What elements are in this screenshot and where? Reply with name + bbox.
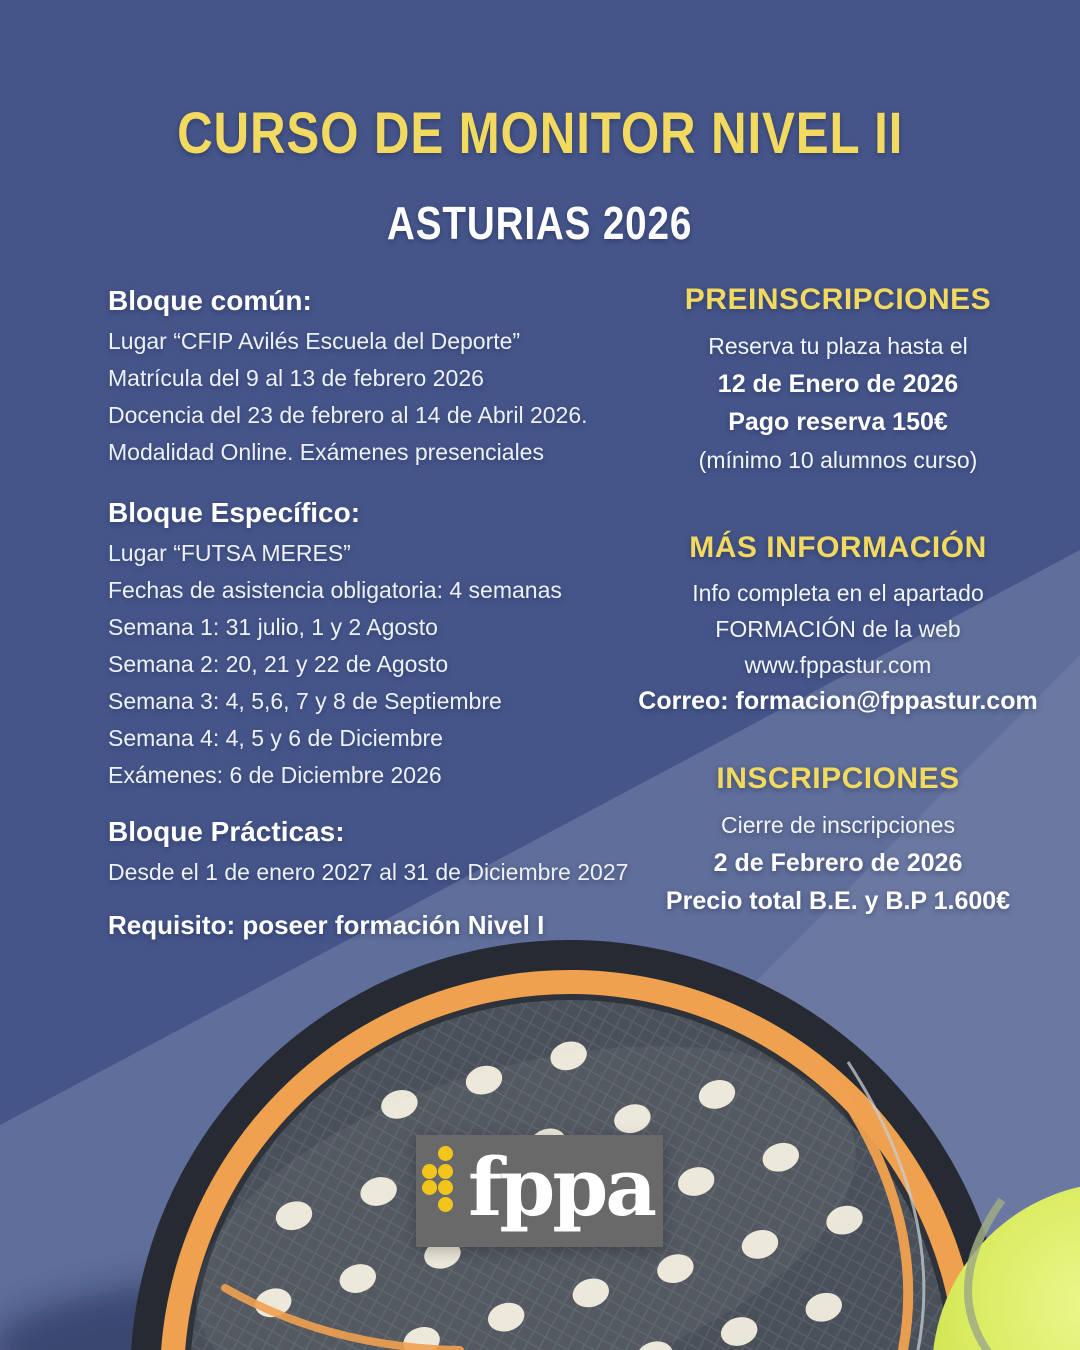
section-bloque-practicas [108,816,656,891]
mas-informacion-heading: MÁS INFORMACIÓN [689,531,987,564]
logo-dot [438,1197,453,1212]
preinscripciones-date: 12 de Enero de 2026 [717,370,959,398]
logo-dot [422,1180,437,1195]
detail-line: Modalidad Online. Exámenes presenciales [108,439,544,465]
preinscripciones-block [608,283,1068,479]
website-url: www.fppastur.com [744,652,932,678]
fppa-logo [416,1135,663,1247]
detail-line: Semana 1: 31 julio, 1 y 2 Agosto [108,614,438,640]
detail-line: Exámenes: 6 de Diciembre 2026 [108,762,442,788]
bloque-comun-heading: Bloque común: [108,285,312,316]
preinscripciones-heading: PREINSCRIPCIONES [684,283,992,316]
detail-line: Semana 2: 20, 21 y 22 de Agosto [108,651,449,677]
detail-line: Docencia del 23 de febrero al 14 de Abril 2026. [108,402,588,428]
detail-line: Fechas de asistencia obligatoria: 4 semanas [108,577,562,603]
section-bloque-comun [108,285,656,471]
logo-dot [438,1164,453,1179]
section-bloque-especifico [108,497,656,794]
detail-line: Semana 3: 4, 5,6, 7 y 8 de Septiembre [108,688,502,714]
poster-title: CURSO DE MONITOR NIVEL II [176,101,904,166]
inscripciones-price: Precio total B.E. y B.P 1.600€ [665,887,1011,915]
inscripciones-date: 2 de Febrero de 2026 [713,849,963,877]
mas-informacion-line: FORMACIÓN de la web [715,616,961,642]
bloque-practicas-heading: Bloque Prácticas: [108,816,345,847]
detail-line: Semana 4: 4, 5 y 6 de Diciembre [108,725,443,751]
inscripciones-heading: INSCRIPCIONES [716,762,960,795]
mas-informacion-block [608,531,1068,719]
detail-line: Lugar “FUTSA MERES” [108,540,351,566]
logo-wordmark: fppa [468,1140,655,1234]
poster-subtitle: ASTURIAS 2026 [387,197,693,249]
inscripciones-line: Cierre de inscripciones [721,812,955,838]
preinscripciones-line: Reserva tu plaza hasta el [708,333,968,359]
inscripciones-block [608,762,1068,920]
detail-line: Lugar “CFIP Avilés Escuela del Deporte” [108,328,521,354]
requisito-line: Requisito: poseer formación Nivel I [108,910,545,940]
course-details-column [108,285,656,944]
logo-dot [438,1180,453,1195]
contact-email: Correo: formacion@fppastur.com [638,687,1038,715]
bloque-especifico-heading: Bloque Específico: [108,497,361,528]
preinscripciones-payment: Pago reserva 150€ [728,408,948,436]
preinscripciones-note: (mínimo 10 alumnos curso) [698,447,978,473]
mas-informacion-line: Info completa en el apartado [692,580,984,606]
logo-dot [438,1146,453,1161]
detail-line: Matrícula del 9 al 13 de febrero 2026 [108,365,484,391]
logo-dot [422,1164,437,1179]
detail-line: Desde el 1 de enero 2027 al 31 de Diciembre 2027 [108,859,629,885]
